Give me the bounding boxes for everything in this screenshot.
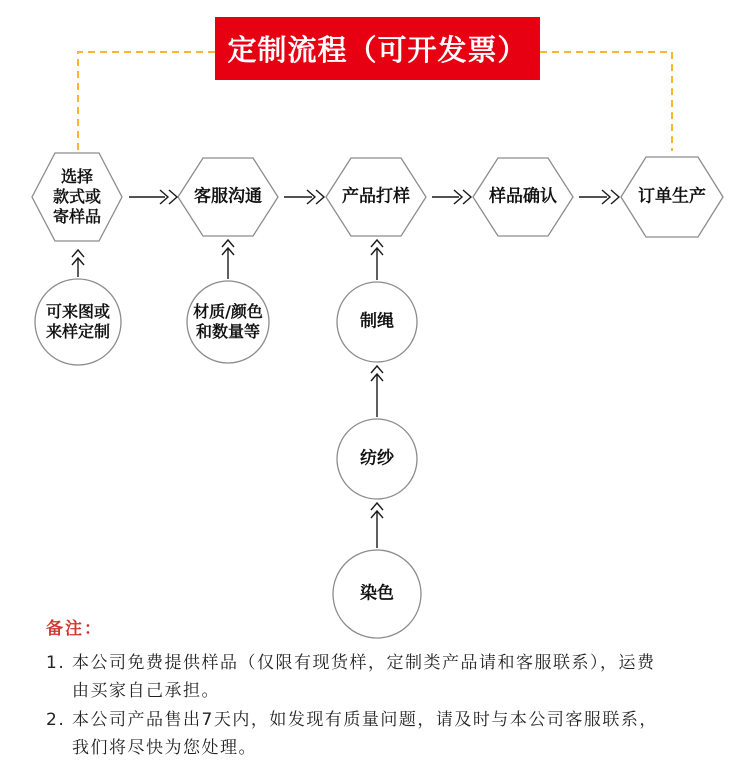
circle-label-dyeing bbox=[360, 584, 394, 605]
arrow-note2-to-step2 bbox=[222, 240, 234, 279]
step-label-select-style bbox=[53, 167, 101, 227]
step-label-line: 订单生产 bbox=[638, 186, 706, 207]
note-number: 2. bbox=[46, 710, 66, 730]
circle-label-line: 可来图或 bbox=[45, 302, 111, 321]
dashed-connector-left bbox=[78, 52, 215, 150]
circle-label-line: 纺纱 bbox=[360, 448, 394, 469]
arrow-step4-to-step5 bbox=[579, 190, 619, 204]
step-label-product-sampling bbox=[342, 187, 410, 208]
note-item-2 bbox=[46, 706, 718, 762]
arrow-spinning-to-rope bbox=[371, 366, 383, 417]
title-banner bbox=[215, 17, 540, 80]
circle-label-line: 和数量等 bbox=[195, 322, 261, 341]
note-text bbox=[72, 706, 718, 762]
circle-label-line: 染色 bbox=[360, 583, 394, 604]
step-label-line: 客服沟通 bbox=[194, 186, 262, 207]
note-text-line: 本公司产品售出7天内，如发现有质量问题，请及时与本公司客服联系， bbox=[72, 710, 658, 730]
dashed-connector-right bbox=[540, 52, 672, 151]
step-label-line: 款式或 bbox=[52, 187, 102, 206]
arrow-step3-to-step4 bbox=[432, 190, 471, 204]
arrow-note1-to-step1 bbox=[72, 250, 84, 277]
note-item-1 bbox=[46, 649, 718, 705]
note-text-line: 本公司免费提供样品（仅限有现货样，定制类产品请和客服联系），运费 bbox=[72, 653, 656, 673]
step-label-line: 产品打样 bbox=[342, 186, 410, 207]
circle-label-line: 来样定制 bbox=[45, 322, 111, 341]
step-label-customer-service bbox=[194, 187, 262, 208]
circle-label-line: 制绳 bbox=[360, 311, 394, 332]
arrow-rope-to-step3 bbox=[371, 240, 383, 280]
note-text-line: 由买家自己承担。 bbox=[72, 681, 220, 701]
circle-label-spinning bbox=[360, 449, 394, 470]
step-label-line: 寄样品 bbox=[52, 207, 102, 226]
circle-label-custom-by-image-or-sample bbox=[46, 302, 110, 342]
step-label-sample-confirm bbox=[489, 187, 557, 208]
circle-label-line: 材质/颜色 bbox=[193, 302, 263, 321]
circle-label-material-color-quantity bbox=[193, 302, 263, 342]
circle-label-rope-making bbox=[360, 312, 394, 333]
notes-section bbox=[46, 614, 718, 763]
note-text bbox=[72, 649, 718, 705]
arrow-step1-to-step2 bbox=[129, 190, 177, 204]
title-text: 定制流程（可开发票） bbox=[227, 33, 528, 67]
arrow-dyeing-to-spinning bbox=[371, 503, 383, 548]
step-label-line: 样品确认 bbox=[489, 186, 557, 207]
notes-heading: 备注： bbox=[46, 619, 103, 639]
arrow-step2-to-step3 bbox=[284, 190, 324, 204]
step-label-order-production bbox=[638, 187, 706, 208]
step-label-line: 选择 bbox=[60, 167, 94, 186]
note-text-line: 我们将尽快为您处理。 bbox=[72, 738, 257, 758]
note-number: 1. bbox=[46, 653, 66, 673]
